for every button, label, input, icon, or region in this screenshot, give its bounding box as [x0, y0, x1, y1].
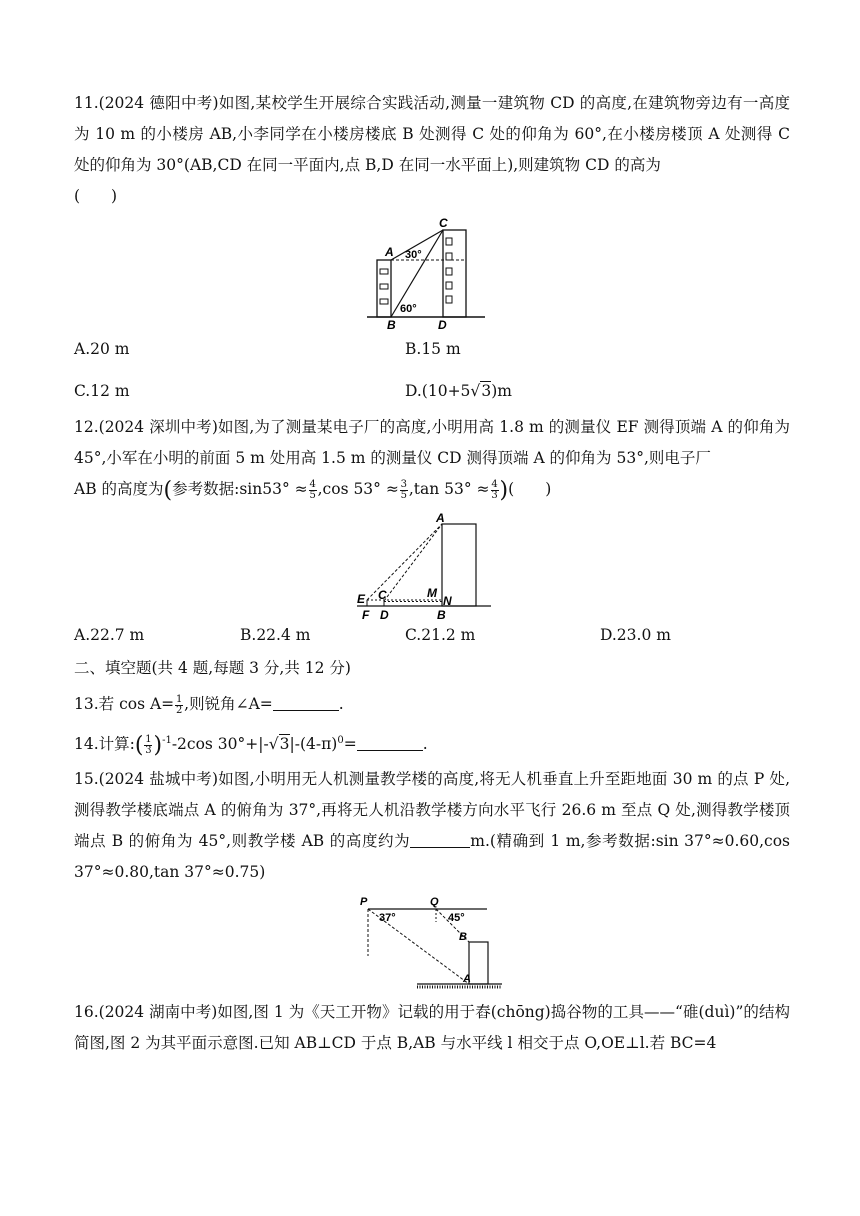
q11-label-c: C [439, 218, 448, 230]
q11-label-30: 30° [405, 249, 422, 261]
q12-label-c: C [378, 588, 387, 602]
q12-text: 12.(2024 深圳中考)如图,为了测量某电子厂的高度,小明用高 1.8 m 的测量仪 EF 测得顶端 A 的仰角为 45°,小军在小明的前面 5 m 处用高 1.5 m 的测量仪 CD 测得顶端 A 的仰角为 53°,则电子厂 AB 的高度为(参考数据:sin53° ≈ $\frac{4}{5}$ ,cos 53° ≈ $\frac{3}{5}$ ,tan 53° ≈ $\frac{4}{3}$ )( ) [74, 418, 790, 503]
q12-label-n: N [443, 594, 452, 608]
q11-options-row2 [74, 376, 790, 406]
q12-label-a: A [436, 512, 445, 525]
q11-option-d[interactable]: D.(10+5√3)m [405, 382, 512, 400]
q16-text: 16.(2024 湖南中考)如图,图 1 为《天工开物》记载的用于舂(chōng)捣谷物的工具——“碓(duì)”的结构简图,图 2 为其平面示意图.已知 AB⊥CD 于点 B,AB 与水平线 l 相交于点 O,OE⊥l.若 BC=4 [74, 1003, 790, 1053]
q12-label-e: E [357, 592, 366, 606]
q12-label-m: M [427, 586, 437, 600]
section-2-heading: 二、填空题(共 4 题,每题 3 分,共 12 分) [74, 659, 351, 677]
q11-options-row1 [74, 334, 790, 364]
q11-option-c[interactable]: C.12 m [74, 382, 130, 400]
q15-label-p: P [360, 896, 368, 909]
q11-label-a: A [385, 245, 394, 259]
q15-label-q: Q [430, 896, 439, 909]
q12-option-b[interactable]: B.22.4 m [240, 626, 311, 644]
q12-figure [74, 512, 790, 620]
q12-label-b: B [437, 608, 446, 620]
q11-option-b[interactable]: B.15 m [405, 340, 461, 358]
q12-options [74, 620, 790, 650]
q11-label-d: D [438, 318, 447, 330]
q15-text: 15.(2024 盐城中考)如图,小明用无人机测量教学楼的高度,将无人机垂直上升至距地面 30 m 的点 P 处,测得教学楼底端点 A 的俯角为 37°,再将无人机沿教学楼方向水平飞行 26.6 m 至点 Q 处,测得教学楼顶端点 B 的俯角为 45°,则教学楼 AB 的高度约为 m.(精确到 1 m,参考数据:sin 37°≈0.60,cos 37°≈0.80,tan 37°≈0.75) [74, 770, 790, 882]
q13-text: 13.若 cos A= $\frac{1}{2}$ ,则锐角∠A= . [74, 693, 344, 716]
q15-label-37: 37° [379, 912, 396, 925]
q15-label-a: A [463, 973, 471, 986]
q12-answer-paren: ( ) [508, 480, 552, 498]
q13-answer-blank[interactable] [273, 696, 339, 711]
q11-figure [74, 218, 790, 330]
q12-label-f: F [362, 608, 370, 620]
q12-option-d[interactable]: D.23.0 m [600, 626, 671, 644]
q15-label-b: B [459, 931, 467, 944]
q15-figure [74, 894, 790, 996]
page [74, 88, 790, 1059]
q11-text: 11.(2024 德阳中考)如图,某校学生开展综合实践活动,测量一建筑物 CD 的高度,在建筑物旁边有一高度为 10 m 的小楼房 AB,小李同学在小楼房楼底 B 处测得 C 处的仰角为 60°,在小楼房楼顶 A 处测得 C 处的仰角为 30°(AB,CD 在同一平面内,点 B,D 在同一水平面上),则建筑物 CD 的高为 ( ) [74, 94, 790, 205]
q11-option-a[interactable]: A.20 m [74, 340, 130, 358]
q12-option-c[interactable]: C.21.2 m [405, 626, 476, 644]
q14-text: 14.计算:( $\frac{1}{3}$ )$^{-1}$-2cos $30^\circ+|-√3|-(4-\pi)^0=$ . [74, 733, 428, 759]
q14-answer-blank[interactable] [357, 736, 423, 751]
q15-label-45: 45° [448, 912, 465, 925]
q12-option-a[interactable]: A.22.7 m [74, 626, 145, 644]
q11-answer-paren: ( ) [74, 187, 118, 205]
q11-label-60: 60° [400, 303, 417, 315]
q12-label-d: D [380, 608, 389, 620]
q11-label-b: B [387, 318, 396, 330]
q15-answer-blank[interactable] [410, 833, 470, 848]
